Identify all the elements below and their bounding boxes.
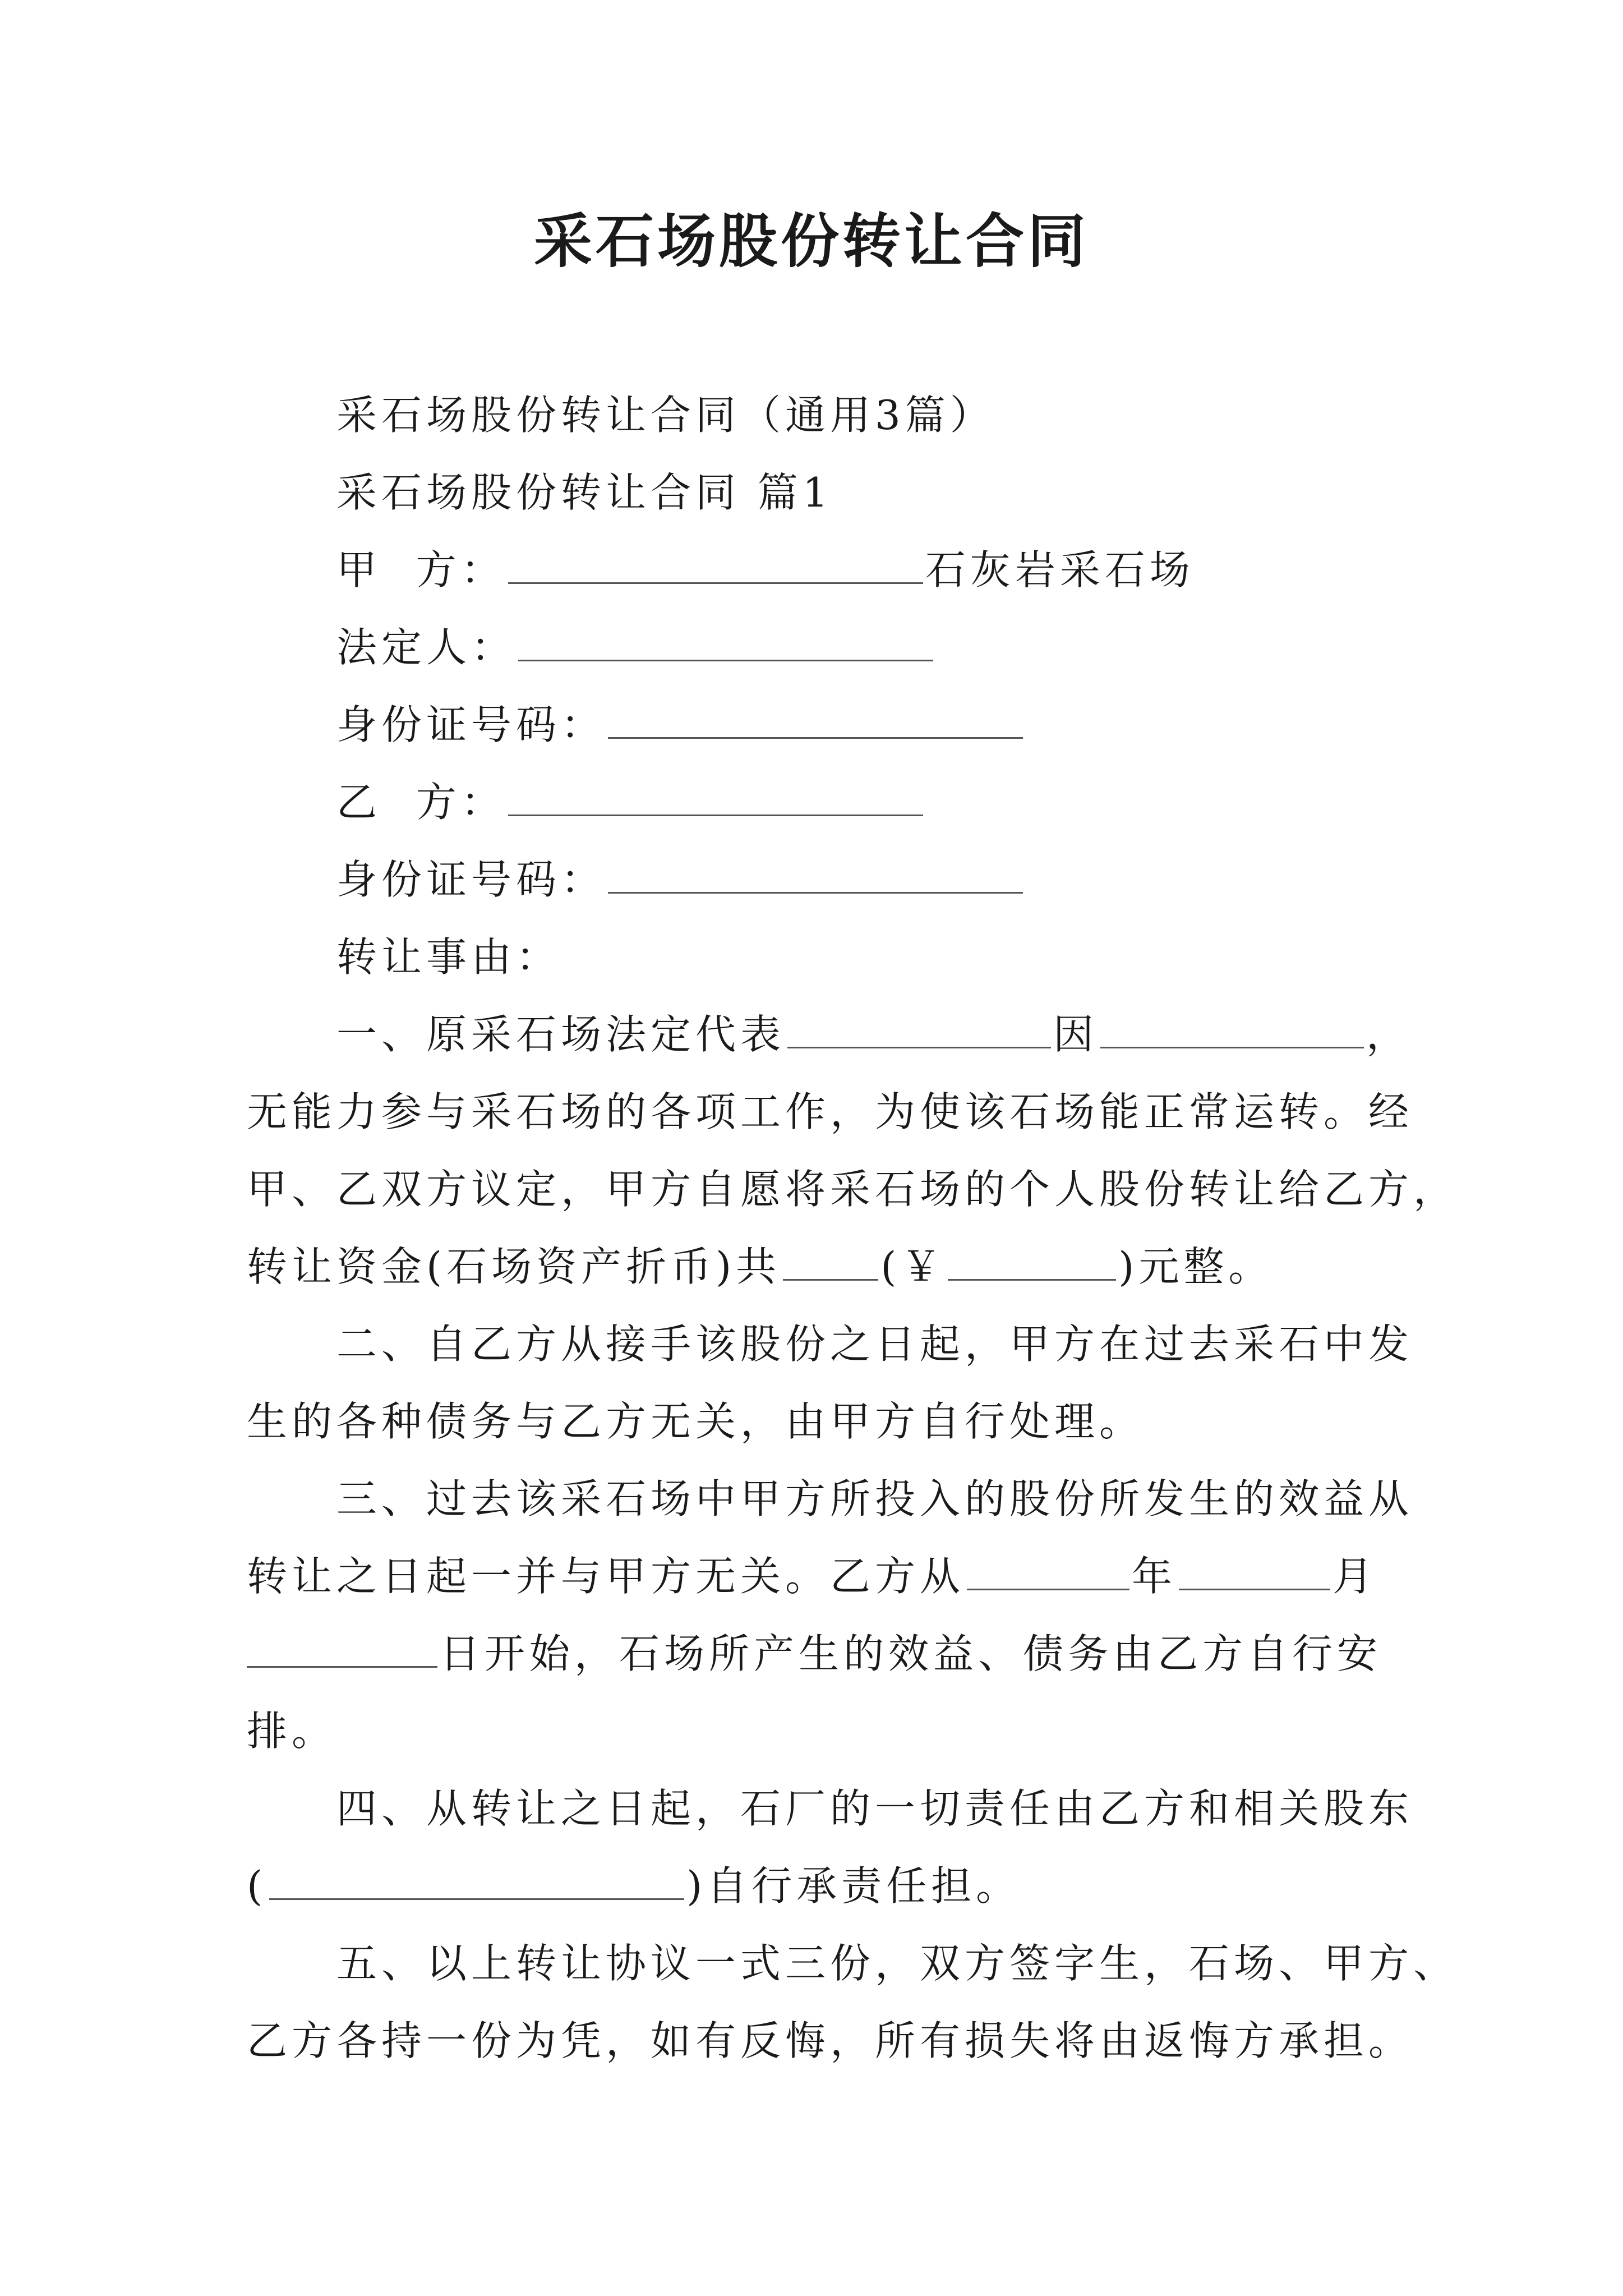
id-line-2: [336, 852, 1025, 908]
subtitle: 采石场股份转让合同（通用3篇）: [336, 392, 995, 439]
clause-5-line-1: 五、以上转让协议一式三份，双方签字生，石场、甲方、: [336, 1940, 1459, 1987]
reason-blank: [1100, 1006, 1364, 1048]
currency-close: )元整。: [1118, 1243, 1274, 1290]
clause-1-line-1: [336, 1006, 1411, 1062]
party-b-line: [336, 774, 925, 830]
party-a-line: [336, 542, 1195, 598]
clause-1-line-2: 无能力参与采石场的各项工作，为使该石场能正常运转。经: [247, 1088, 1414, 1135]
reason-label: 转让事由：: [336, 933, 561, 981]
party-a-suffix: 石灰岩采石场: [925, 546, 1195, 593]
amount-words-blank: [783, 1239, 878, 1281]
party-a-blank: [508, 542, 923, 584]
clause-4-line-2: [247, 1858, 1021, 1914]
id-label-2: 身份证号码：: [336, 856, 606, 903]
party-b-label: 乙 方：: [336, 779, 506, 826]
clause-4-line-1: 四、从转让之日起，石厂的一切责任由乙方和相关股东: [336, 1785, 1414, 1832]
clause-1-text-b: 因: [1053, 1011, 1099, 1058]
clause-1-amount-text: 转让资金(石场资产折币)共: [247, 1243, 781, 1290]
clause-2-line-1: 二、自乙方从接手该股份之日起，甲方在过去采石中发: [336, 1320, 1414, 1368]
clause-1-text-c: ，: [1366, 1011, 1412, 1058]
clause-1-text-a: 一、原采石场法定代表: [336, 1011, 786, 1058]
clause-1-line-4: [247, 1239, 1273, 1295]
clause-3-line-1: 三、过去该采石场中甲方所投入的股份所发生的效益从: [336, 1475, 1414, 1522]
document-title: 采石场股份转让合同: [533, 206, 1089, 275]
clause-3-line-2: [247, 1548, 1377, 1604]
shareholders-blank: [269, 1858, 684, 1900]
paren-open: (: [247, 1862, 268, 1910]
year-blank: [967, 1548, 1129, 1590]
legal-rep-line: [336, 619, 935, 675]
id-line-1: [336, 697, 1025, 753]
clause-3-line-4: 排。: [247, 1708, 337, 1755]
legal-representative-blank: [787, 1006, 1051, 1048]
month-blank: [1179, 1548, 1330, 1590]
section-title: 采石场股份转让合同 篇1: [336, 469, 833, 516]
day-blank: [247, 1626, 437, 1668]
id-blank-1: [608, 697, 1023, 739]
month-label: 月: [1332, 1553, 1378, 1600]
clause-5-line-2: 乙方各持一份为凭，如有反悔，所有损失将由返悔方承担。: [247, 2017, 1414, 2064]
legal-rep-blank: [518, 619, 933, 661]
legal-rep-label: 法定人：: [336, 624, 517, 671]
clause-1-line-3: 甲、乙双方议定，甲方自愿将采石场的个人股份转让给乙方，: [247, 1166, 1459, 1213]
party-b-blank: [508, 774, 923, 816]
year-label: 年: [1132, 1553, 1177, 1600]
id-blank-2: [608, 852, 1023, 894]
clause-2-line-2: 生的各种债务与乙方无关，由甲方自行处理。: [247, 1398, 1145, 1445]
currency-open: (￥: [880, 1243, 946, 1290]
party-a-label: 甲 方：: [336, 546, 506, 593]
clause-3-text-c: 日开始，石场所产生的效益、债务由乙方自行安: [440, 1630, 1382, 1677]
clause-4-text-b: )自行承责任担。: [686, 1862, 1021, 1910]
id-label-1: 身份证号码：: [336, 701, 606, 748]
clause-3-line-3: [247, 1626, 1382, 1682]
amount-number-blank: [948, 1239, 1116, 1281]
clause-3-text-a: 转让之日起一并与甲方无关。乙方从: [247, 1553, 965, 1600]
